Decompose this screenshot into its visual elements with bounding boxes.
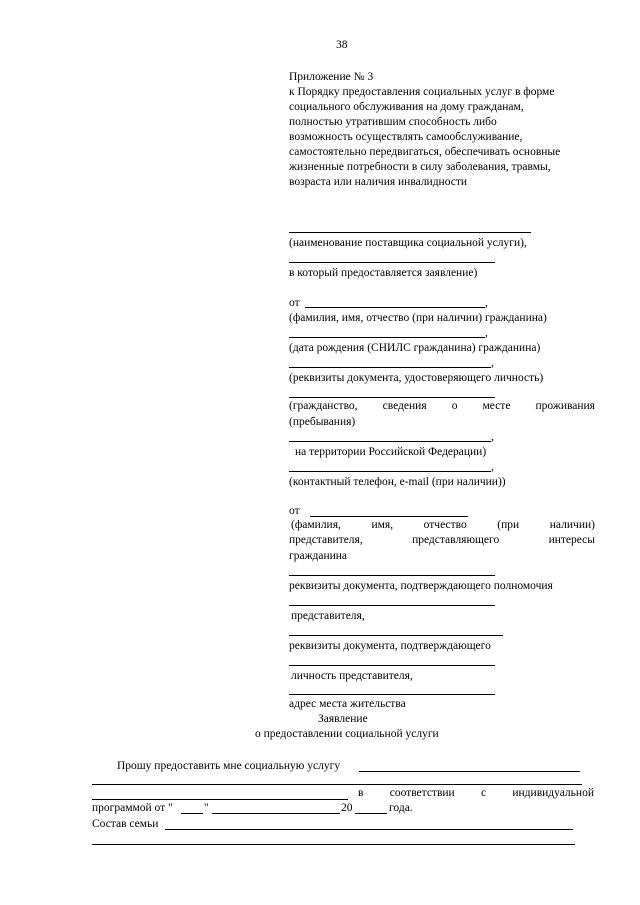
territory-line[interactable] — [289, 441, 491, 442]
word: в — [358, 787, 364, 799]
rep-id-label: реквизиты документа, подтверждающего — [289, 640, 491, 652]
year-suffix: года. — [389, 802, 413, 814]
appendix-line: жизненные потребности в силу заболевания, травмы, — [289, 161, 551, 173]
comma: , — [491, 357, 494, 369]
address-label: адрес места жительства — [289, 698, 406, 710]
program-day-line[interactable] — [181, 813, 203, 814]
submitted-to-line[interactable] — [289, 262, 495, 263]
provider-name-line[interactable] — [289, 232, 531, 233]
statement-title: Заявление — [318, 713, 368, 725]
contacts-line[interactable] — [289, 471, 491, 472]
contacts-label: (контактный телефон, e-mail (при наличии)) — [289, 476, 506, 488]
word: (гражданство, — [289, 400, 358, 412]
word: интересы — [548, 534, 595, 546]
appendix-line: возраста или наличия инвалидности — [289, 176, 468, 188]
word: индивидуальной — [512, 787, 594, 799]
comma: , — [485, 327, 488, 339]
word: месте — [482, 400, 511, 412]
from-label: от — [289, 505, 300, 517]
comma: , — [485, 297, 488, 309]
rep-word-label: представителя, — [291, 610, 365, 622]
quote-close: " — [204, 802, 209, 814]
comma: , — [491, 431, 494, 443]
from-label: от — [289, 297, 300, 309]
word: представляющего — [412, 534, 500, 546]
page-number: 38 — [336, 39, 348, 51]
program-month-line[interactable] — [212, 813, 340, 814]
year-prefix: 20 — [341, 802, 353, 814]
rep-authority-line[interactable] — [289, 575, 495, 576]
provider-name-label: (наименование поставщика социальной услуги), — [289, 237, 527, 249]
rep-authority-line-2[interactable] — [289, 605, 495, 606]
stay-label: (пребывания) — [289, 416, 356, 428]
rep-id-line[interactable] — [289, 635, 503, 636]
program-from-label: программой от " — [92, 802, 173, 814]
service-line[interactable] — [359, 771, 580, 772]
word: (при — [497, 519, 520, 531]
family-line[interactable] — [165, 829, 573, 830]
citizenship-line[interactable] — [289, 397, 495, 398]
family-line-2[interactable] — [92, 844, 575, 845]
request-label: Прошу предоставить мне социальную услугу — [117, 760, 341, 772]
statement-subtitle: о предоставлении социальной услуги — [255, 728, 439, 740]
appendix-line: социального обслуживания на дому гражданам, — [289, 101, 524, 113]
representative-role-label — [289, 534, 595, 546]
birth-date-line[interactable] — [289, 337, 485, 338]
word: отчество — [423, 519, 467, 531]
territory-label: на территории Российской Федерации) — [295, 446, 487, 458]
word: соответствии — [389, 787, 455, 799]
family-label: Состав семьи — [92, 818, 159, 830]
appendix-title: Приложение № 3 — [289, 71, 374, 83]
word: с — [480, 787, 487, 799]
service-line-3[interactable] — [92, 799, 348, 800]
appendix-line: самостоятельно передвигаться, обеспечивать основные — [289, 146, 561, 158]
representative-name-line[interactable] — [310, 516, 468, 517]
word: о — [451, 400, 458, 412]
according-label — [358, 787, 594, 799]
citizenship-label — [289, 400, 595, 412]
word: имя, — [371, 519, 394, 531]
appendix-line: полностью утратившим способность либо — [289, 116, 497, 128]
id-doc-label: (реквизиты документа, удостоверяющего личность) — [289, 372, 544, 384]
citizen-fio-label: (фамилия, имя, отчество (при наличии) гражданина) — [289, 312, 547, 324]
service-line-2[interactable] — [92, 784, 582, 785]
rep-identity-label: личность представителя, — [291, 670, 413, 682]
citizen-word: гражданина — [289, 550, 348, 562]
appendix-line: к Порядку предоставления социальных услуг в форме — [289, 86, 555, 98]
rep-authority-label: реквизиты документа, подтверждающего полномочия — [289, 580, 553, 592]
representative-fio-label — [291, 519, 595, 531]
word: представителя, — [289, 534, 363, 546]
word: проживания — [535, 400, 595, 412]
appendix-line: возможность осуществлять самообслуживание, — [289, 131, 523, 143]
comma: , — [491, 461, 494, 473]
word: сведения — [382, 400, 427, 412]
word: (фамилия, — [291, 519, 341, 531]
word: наличии) — [549, 519, 595, 531]
rep-id-line-2[interactable] — [289, 665, 495, 666]
citizen-name-line[interactable] — [305, 307, 485, 308]
id-doc-line[interactable] — [289, 367, 491, 368]
submitted-to-label: в который предоставляется заявление) — [289, 267, 478, 279]
address-line[interactable] — [289, 694, 495, 695]
program-year-line[interactable] — [355, 813, 387, 814]
birth-date-label: (дата рождения (СНИЛС гражданина) гражданина) — [289, 342, 541, 354]
